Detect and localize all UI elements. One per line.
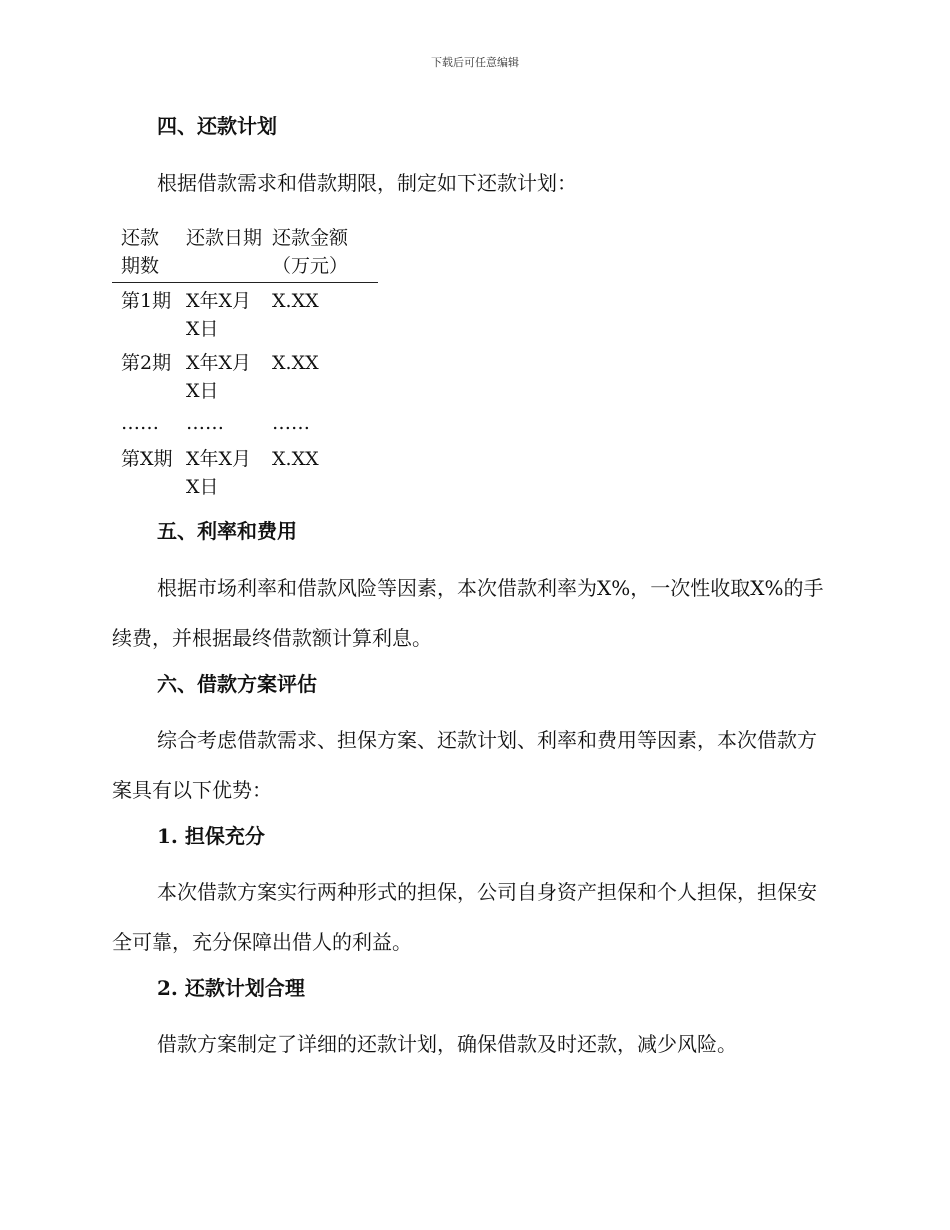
table-header-amount: 还款金额（万元） <box>272 227 349 277</box>
table-cell-amount: X.XX <box>272 448 319 470</box>
table-cell-date: …… <box>186 412 224 434</box>
table-cell-amount: …… <box>272 412 310 434</box>
table-header-date: 还款日期 <box>186 227 263 249</box>
section5-body: 根据市场利率和借款风险等因素，本次借款利率为X%，一次性收取X%的手续费，并根据最终借款额计算利息。 <box>112 576 824 650</box>
table-header-period: 还款期数 <box>121 227 160 277</box>
table-cell-amount: X.XX <box>272 290 319 312</box>
section6-title: 六、借款方案评估 <box>157 672 317 696</box>
table-cell-period: …… <box>121 412 159 434</box>
table-cell-period: 第1期 <box>121 290 172 312</box>
table-cell-date: X年X月X日 <box>186 448 252 498</box>
section5-title: 五、利率和费用 <box>157 519 297 543</box>
table-row <box>112 349 378 411</box>
point2-title: 2. 还款计划合理 <box>157 976 305 1000</box>
table-cell-amount: X.XX <box>272 352 319 374</box>
page-header-note: 下载后可任意编辑 <box>431 56 519 69</box>
section4-title: 四、还款计划 <box>157 114 277 138</box>
point1-body: 本次借款方案实行两种形式的担保，公司自身资产担保和个人担保，担保安全可靠，充分保障出借人的利益。 <box>112 880 817 954</box>
section4-intro: 根据借款需求和借款期限，制定如下还款计划： <box>157 171 577 195</box>
table-row <box>112 283 378 350</box>
repayment-table <box>112 224 378 507</box>
table-cell-date: X年X月X日 <box>186 290 252 340</box>
table-cell-period: 第2期 <box>121 352 172 374</box>
table-row <box>112 411 378 445</box>
section6-body: 综合考虑借款需求、担保方案、还款计划、利率和费用等因素，本次借款方案具有以下优势： <box>112 728 817 802</box>
table-header-row <box>112 224 378 283</box>
point1-title: 1. 担保充分 <box>157 824 265 848</box>
point2-body: 借款方案制定了详细的还款计划，确保借款及时还款，减少风险。 <box>157 1032 737 1056</box>
table-row <box>112 445 378 507</box>
table-cell-period: 第X期 <box>121 448 173 470</box>
table-cell-date: X年X月X日 <box>186 352 252 402</box>
